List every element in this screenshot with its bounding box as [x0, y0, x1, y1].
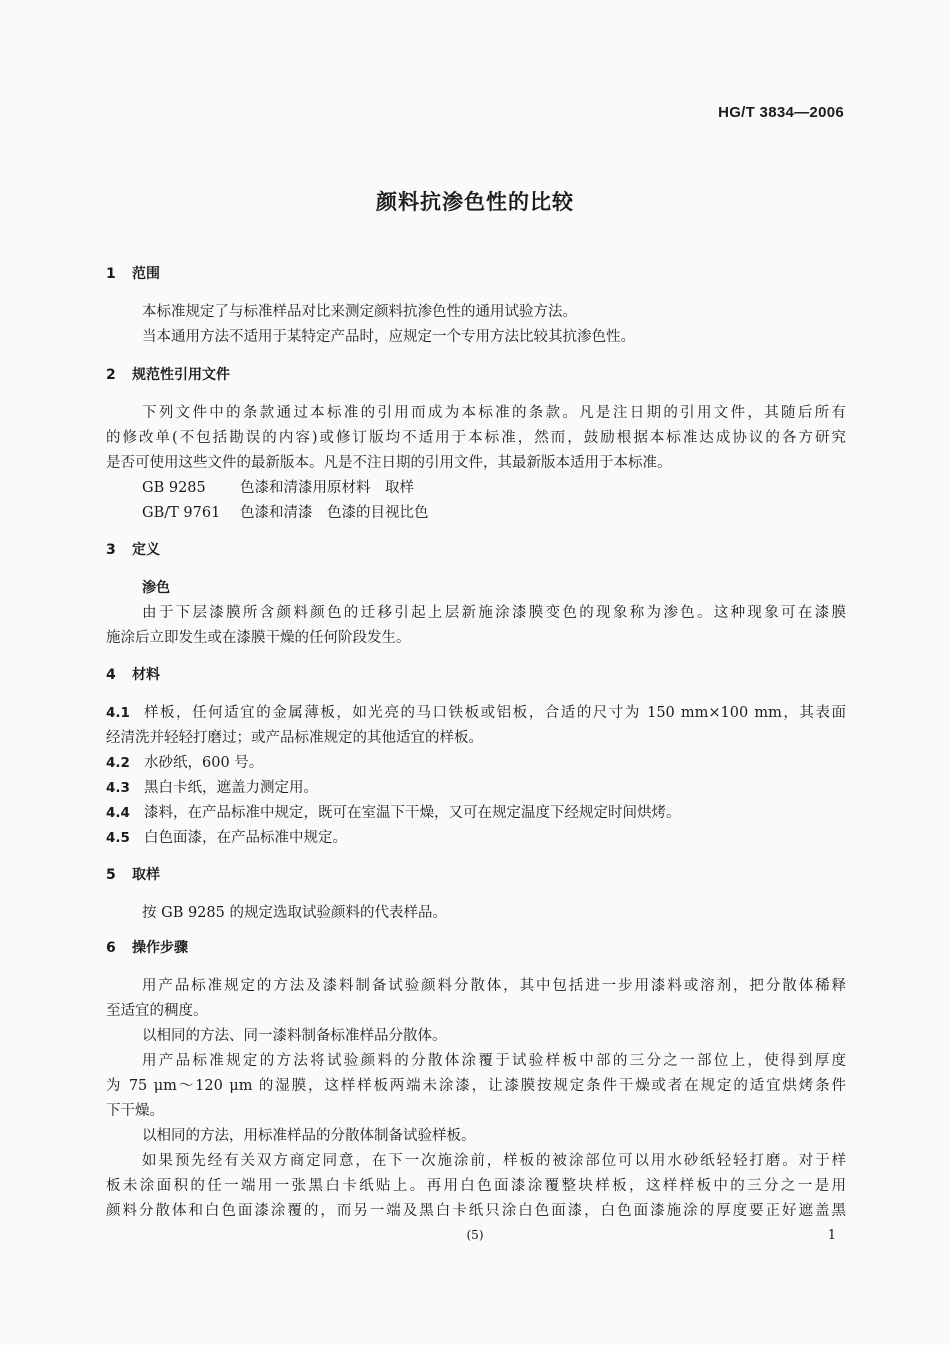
section-4-heading: 4 材料	[106, 667, 160, 683]
standard-code: HG/T 3834—2006	[718, 104, 844, 121]
s2-paragraph-line-1: 下列文件中的条款通过本标准的引用而成为本标准的条款。凡是注日期的引用文件，其随后所有	[142, 405, 846, 421]
reference-gb9285: GB 9285 色漆和清漆用原材料 取样	[142, 480, 414, 496]
item-4-5: 4.5 白色面漆，在产品标准中规定。	[106, 830, 347, 846]
item-4-4: 4.4 漆料，在产品标准中规定，既可在室温下干燥，又可在规定温度下经规定时间烘烤。	[106, 805, 681, 821]
item-4-1-line-1: 4.1 样板，任何适宜的金属薄板，如光亮的马口铁板或铝板，合适的尺寸为 150 mm×100 mm，其表面	[106, 705, 846, 721]
s2-paragraph-line-3: 是否可使用这些文件的最新版本。凡是不注日期的引用文件，其最新版本适用于本标准。	[106, 455, 672, 471]
s1-paragraph-1: 本标准规定了与标准样品对比来测定颜料抗渗色性的通用试验方法。	[142, 304, 577, 320]
s6-paragraph-2: 以相同的方法、同一漆料制备标准样品分散体。	[142, 1028, 447, 1044]
s3-definition-line-1: 由于下层漆膜所含颜料颜色的迁移引起上层新施涂漆膜变色的现象称为渗色。这种现象可在漆膜	[142, 605, 846, 621]
page-number: 1	[827, 1228, 836, 1243]
s6-p3-line-2: 为 75 μm～120 μm 的湿膜，这样样板两端未涂漆，让漆膜按规定条件干燥或者在规定的适宜烘烤条件	[106, 1078, 846, 1094]
s5-paragraph: 按 GB 9285 的规定选取试验颜料的代表样品。	[142, 905, 447, 921]
page-label: (5)	[466, 1228, 484, 1242]
s6-p1-line-2: 至适宜的稠度。	[106, 1003, 208, 1019]
s6-p5-line-1: 如果预先经有关双方商定同意，在下一次施涂前，样板的被涂部位可以用水砂纸轻轻打磨。对于样	[142, 1153, 846, 1169]
s6-p5-line-2: 板未涂面积的任一端用一张黑白卡纸贴上。再用白色面漆涂覆整块样板，这样样板中的三分之一是用	[106, 1178, 846, 1194]
reference-gbt9761: GB/T 9761 色漆和清漆 色漆的目视比色	[142, 505, 429, 521]
section-3-heading: 3 定义	[106, 542, 160, 558]
s6-p1-line-1: 用产品标准规定的方法及漆料制备试验颜料分散体，其中包括进一步用漆料或溶剂，把分散体稀释	[142, 978, 846, 994]
s1-paragraph-2: 当本通用方法不适用于某特定产品时，应规定一个专用方法比较其抗渗色性。	[142, 329, 635, 345]
s6-p3-line-3: 下干燥。	[106, 1103, 164, 1119]
s6-p3-line-1: 用产品标准规定的方法将试验颜料的分散体涂覆于试验样板中部的三分之一部位上，使得到厚度	[142, 1053, 846, 1069]
item-4-3: 4.3 黑白卡纸，遮盖力测定用。	[106, 780, 318, 796]
s3-definition-line-2: 施涂后立即发生或在漆膜干燥的任何阶段发生。	[106, 630, 411, 646]
section-2-heading: 2 规范性引用文件	[106, 367, 230, 383]
section-1-heading: 1 范围	[106, 266, 160, 282]
section-6-heading: 6 操作步骤	[106, 940, 188, 956]
s6-paragraph-4: 以相同的方法，用标准样品的分散体制备试验样板。	[142, 1128, 476, 1144]
page-title: 颜料抗渗色性的比较	[376, 190, 574, 214]
s2-paragraph-line-2: 的修改单(不包括勘误的内容)或修订版均不适用于本标准，然而，鼓励根据本标准达成协议的各方研究	[106, 430, 846, 446]
item-4-1-line-2: 经清洗并轻轻打磨过；或产品标准规定的其他适宜的样板。	[106, 730, 483, 746]
term-bleeding: 渗色	[142, 580, 170, 596]
item-4-2: 4.2 水砂纸，600 号。	[106, 755, 264, 771]
section-5-heading: 5 取样	[106, 867, 160, 883]
s6-p5-line-3: 颜料分散体和白色面漆涂覆的，而另一端及黑白卡纸只涂白色面漆，白色面漆施涂的厚度要正好遮盖黑	[106, 1203, 846, 1219]
